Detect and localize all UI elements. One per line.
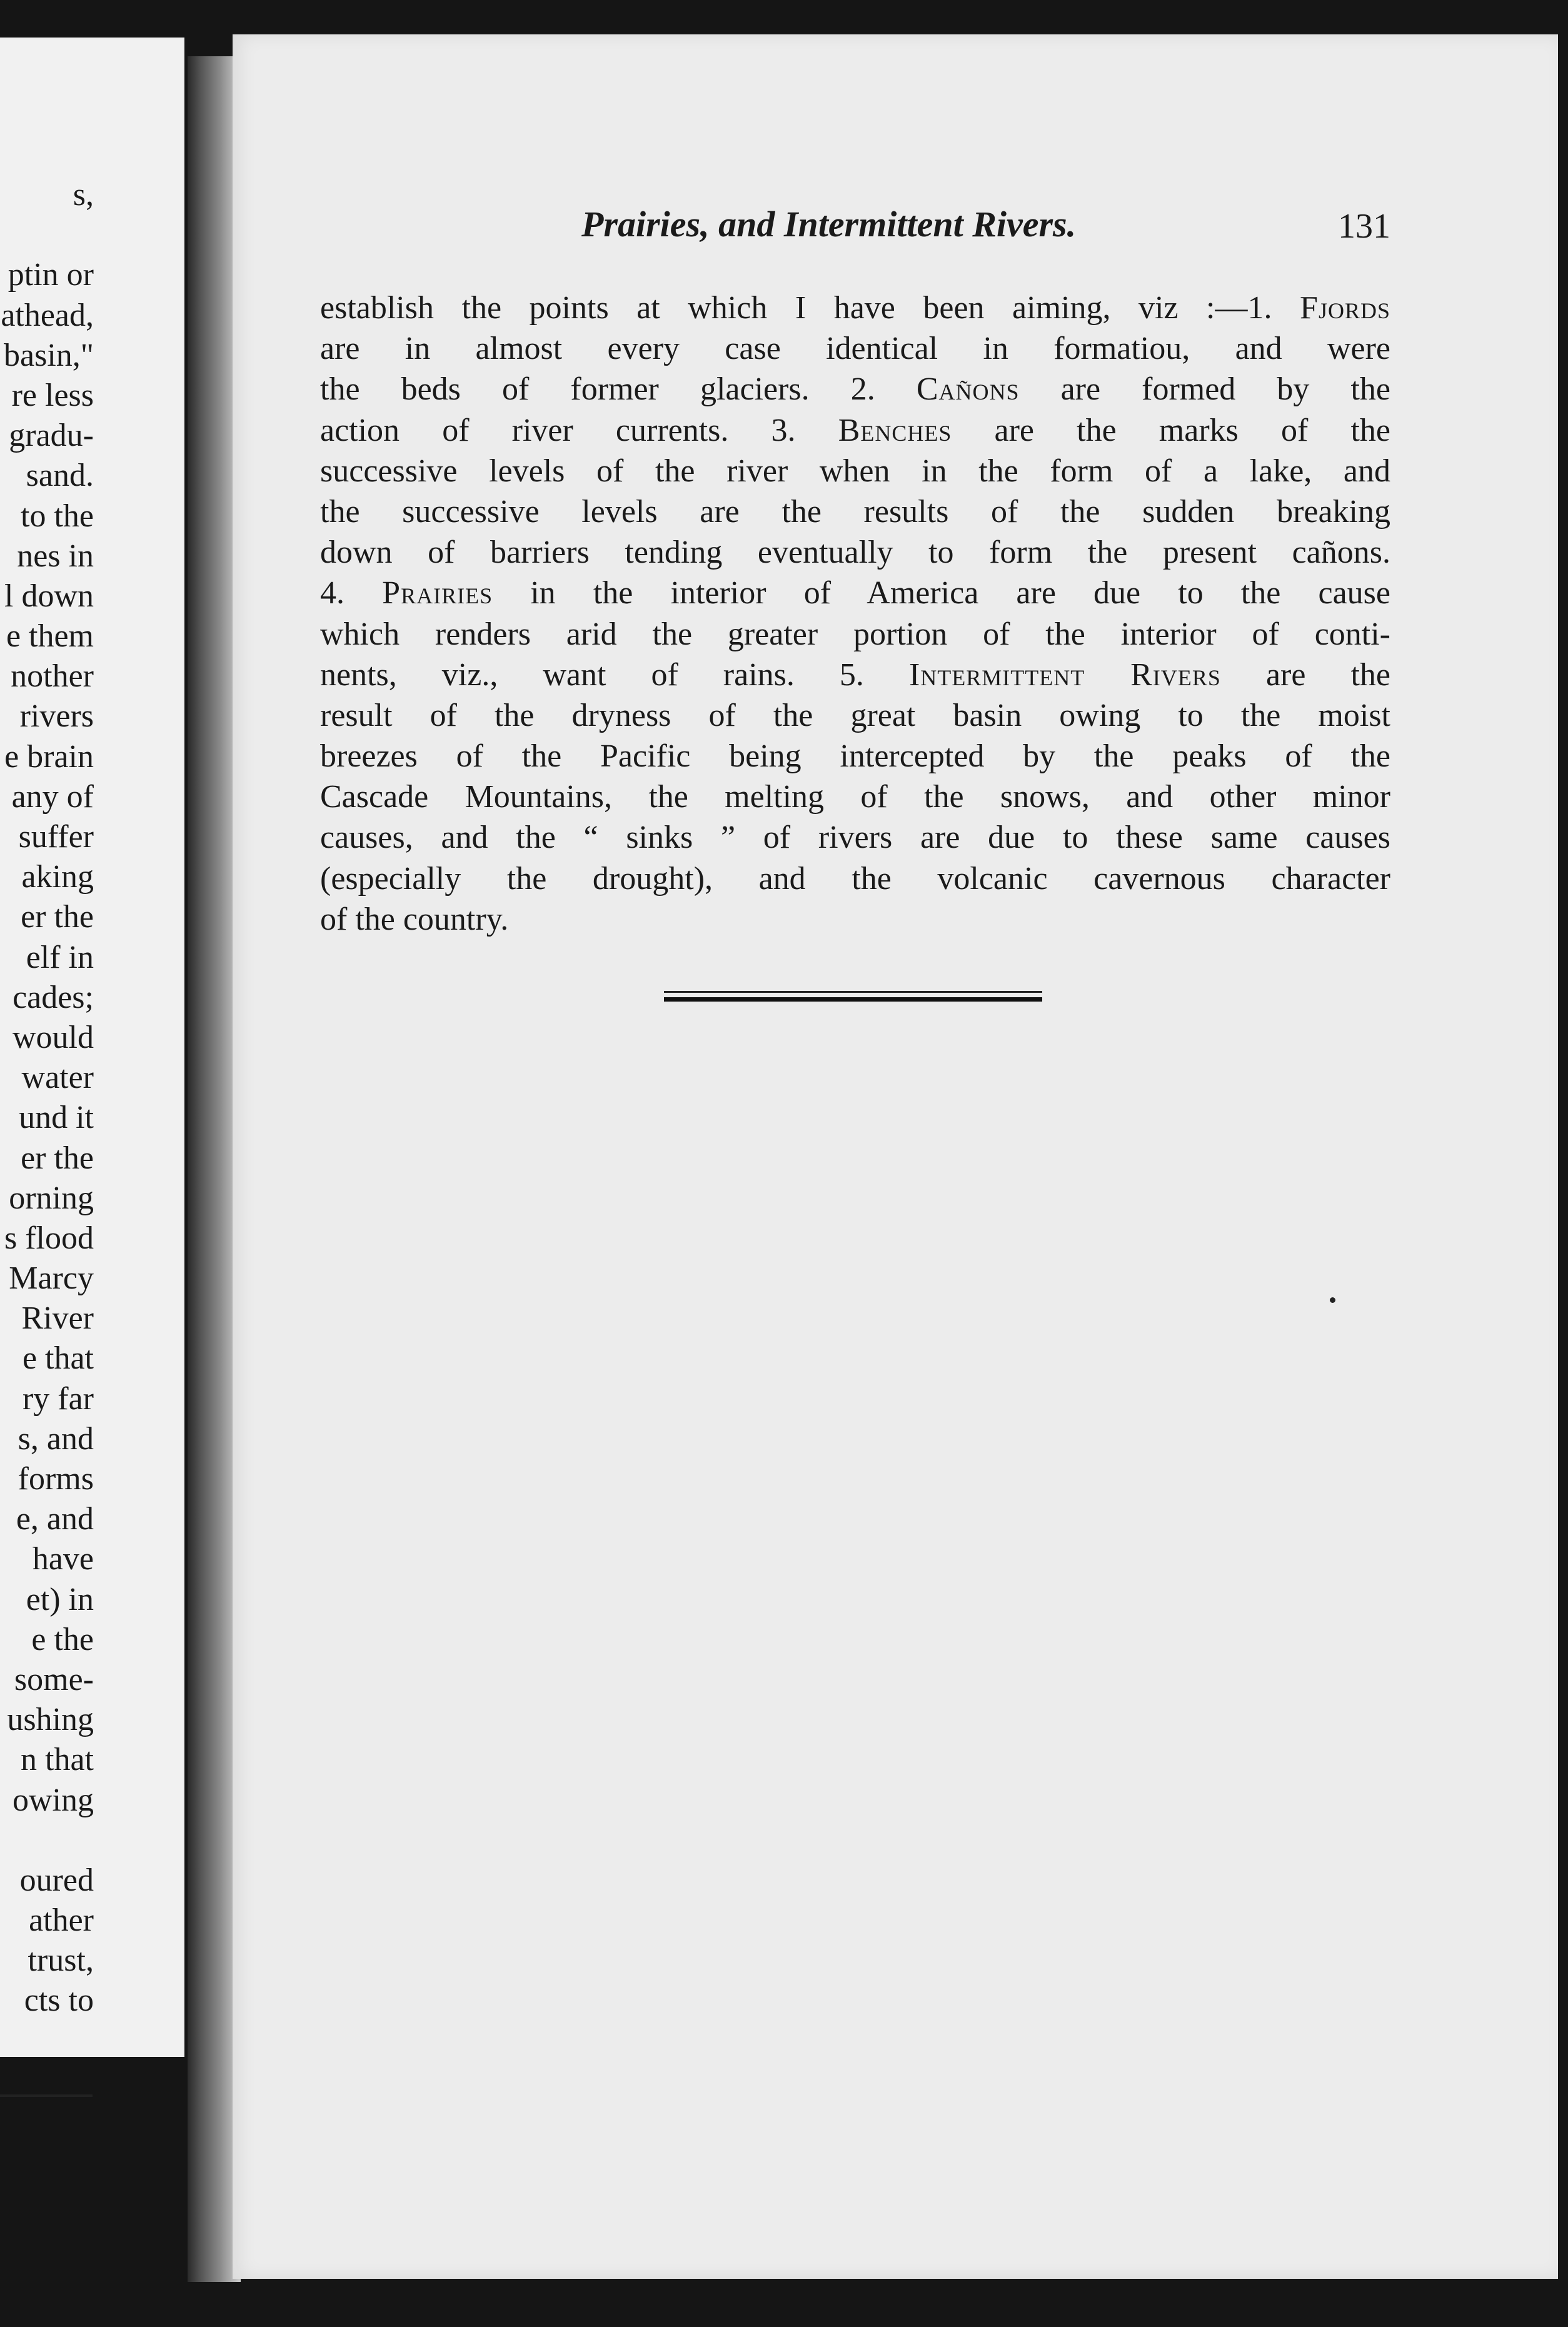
facing-page-line: have: [32, 1541, 94, 1577]
facing-page-line: to the: [21, 498, 94, 534]
text-line: the successive levels are the results of the sudden breaking: [320, 493, 1390, 530]
facing-page-line: re less: [11, 377, 94, 413]
facing-page-line: Marcy: [9, 1260, 94, 1297]
facing-page-line: forms: [18, 1461, 94, 1497]
facing-page-line: gradu-: [9, 418, 94, 454]
facing-page-line: owing: [13, 1782, 94, 1818]
facing-page-line: any of: [11, 778, 94, 815]
text-line: breezes of the Pacific being intercepted by the peaks of the: [320, 738, 1390, 775]
running-title: Prairies, and Intermittent Rivers.: [581, 204, 1077, 244]
facing-page-line: s,: [73, 177, 94, 213]
facing-page-line: water: [21, 1060, 94, 1096]
text-line: of the country.: [320, 901, 509, 937]
facing-page-line: rivers: [19, 698, 94, 735]
text-line: are in almost every case identical in formatiou, and were: [320, 331, 1390, 367]
facing-page-line: suffer: [18, 819, 94, 855]
ink-speck: [1330, 1297, 1335, 1303]
facing-page-line: n that: [21, 1742, 94, 1778]
page-number: 131: [1338, 207, 1390, 246]
facing-page-line: ushing: [7, 1702, 94, 1738]
facing-page-line: l down: [4, 578, 94, 614]
facing-page-line: er the: [21, 899, 94, 935]
section-end-rule: [664, 991, 1042, 1002]
text-line: Cascade Mountains, the melting of the snows, and other minor: [320, 779, 1390, 815]
facing-page-line: athead,: [1, 297, 94, 333]
text-line: 4. Prairies in the interior of America are due to the cause: [320, 575, 1391, 611]
facing-page-line: ry far: [22, 1380, 94, 1417]
facing-page-line: e the: [31, 1621, 94, 1657]
text-line: action of river currents. 3. Benches are the marks of the: [320, 412, 1390, 448]
text-line: which renders arid the greater portion of the interior of conti-: [320, 616, 1390, 652]
facing-page-line: elf in: [26, 939, 94, 975]
facing-page-line: oured: [19, 1862, 94, 1898]
facing-page-fragment: [0, 38, 184, 2057]
text-line: successive levels of the river when in the form of a lake, and: [320, 453, 1390, 489]
facing-page-line: s flood: [4, 1220, 94, 1256]
facing-page-line: basin,": [4, 337, 94, 373]
facing-page-line: trust,: [28, 1943, 94, 1979]
facing-page-line: cades;: [13, 979, 94, 1015]
facing-page-line: River: [21, 1300, 94, 1337]
facing-page-line: ather: [29, 1902, 94, 1939]
text-line: establish the points at which I have been aiming, viz :—1. Fjords: [320, 290, 1390, 326]
facing-page-line: e them: [6, 618, 94, 655]
facing-page-line: e brain: [4, 738, 94, 775]
facing-page-text: [0, 175, 94, 2021]
facing-page-rule: [0, 2094, 93, 2097]
text-line: nents, viz., want of rains. 5. Intermittent Rivers are the: [320, 656, 1390, 693]
facing-page-line: would: [13, 1019, 94, 1055]
facing-page-line: sand.: [26, 458, 94, 494]
facing-page-line: nother: [11, 658, 94, 695]
facing-page-line: e that: [22, 1340, 94, 1377]
text-line: the beds of former glaciers. 2. Cañons are formed by the: [320, 371, 1390, 408]
facing-page-line: some-: [14, 1661, 94, 1697]
facing-page-line: e, and: [16, 1501, 94, 1537]
facing-page-line: und it: [19, 1100, 94, 1136]
text-line: (especially the drought), and the volcanic cavernous character: [320, 860, 1390, 897]
facing-page-line: er the: [21, 1140, 94, 1176]
text-line: result of the dryness of the great basin owing to the moist: [320, 697, 1390, 733]
body-paragraph: [320, 288, 1390, 940]
facing-page-line: [0, 1821, 94, 1861]
facing-page-line: cts to: [24, 1983, 94, 2019]
facing-page-line: ptin or: [8, 257, 94, 293]
text-line: down of barriers tending eventually to form the present cañons.: [320, 535, 1390, 571]
facing-page-line: orning: [9, 1180, 94, 1216]
text-line: causes, and the “ sinks ” of rivers are due to these same causes: [320, 820, 1390, 856]
facing-page-line: et) in: [26, 1581, 94, 1617]
facing-page-line: aking: [21, 859, 94, 895]
facing-page-line: [0, 215, 94, 255]
facing-page-line: s, and: [18, 1420, 94, 1457]
facing-page-line: nes in: [17, 538, 94, 574]
